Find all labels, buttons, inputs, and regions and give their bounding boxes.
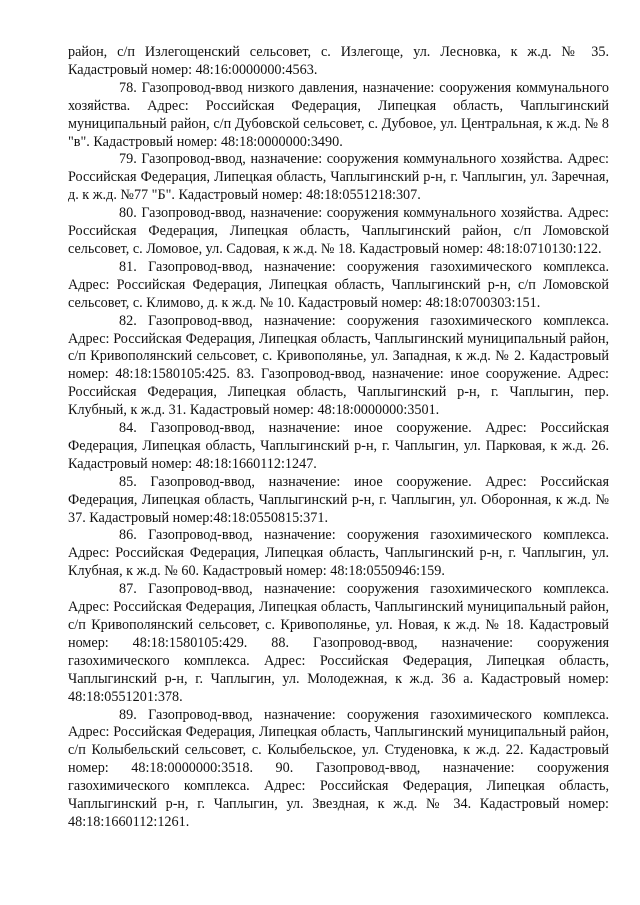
paragraph-item-84: 84. Газопровод-ввод, назначение: иное сооружение. Адрес: Российская Федерация, Липецкая область, Чаплыгинский р-н, г. Чаплыгин, ул. Парковая, к ж.д. 26. Кадастровый номер: 48:18:1660112:1247. [68, 420, 609, 472]
paragraph-continuation-77: район, с/п Излегощенский сельсовет, с. Излегоще, ул. Лесновка, к ж.д. № 35. Кадастровый номер: 48:16:0000000:4563. [68, 44, 609, 78]
paragraph-item-87-88: 87. Газопровод-ввод, назначение: сооружения газохимического комплекса. Адрес: Российская Федерация, Липецкая область, Чаплыгинский муниципальный район, с/п Кривополянский сельсовет, с. Кривополянье, ул. Новая, к ж.д. № 18. Кадастровый номер: 48:18:1580105:429. 88. Газопровод-ввод, назначение: сооружения газохимического комплекса. Адрес: Российская Федерация, Липецкая область, Чаплыгинский р-н, г. Чаплыгин, ул. Молодежная, к ж.д. 36 а. Кадастровый номер: 48:18:0551201:378. [68, 581, 609, 705]
paragraph-item-85: 85. Газопровод-ввод, назначение: иное сооружение. Адрес: Российская Федерация, Липецкая область, Чаплыгинский р-н, г. Чаплыгин, ул. Оборонная, к ж.д. № 37. Кадастровый номер:48:18:0550815:371. [68, 473, 609, 526]
paragraph-item-81: 81. Газопровод-ввод, назначение: сооружения газохимического комплекса. Адрес: Российская Федерация, Липецкая область, Чаплыгинский р-н, с/п Ломовской сельсовет, с. Климово, д. к ж.д. № 10. Кадастровый номер: 48:18:0700303:151. [68, 258, 609, 311]
paragraph-item-79: 79. Газопровод-ввод, назначение: сооружения коммунального хозяйства. Адрес: Российская Федерация, Липецкая область, Чаплыгинский р-н, г. Чаплыгин, ул. Заречная, д. к ж.д. №77 "Б". Кадастровый номер: 48:18:0551218:307. [68, 151, 609, 204]
paragraph-item-86: 86. Газопровод-ввод, назначение: сооружения газохимического комплекса. Адрес: Российская Федерация, Липецкая область, Чаплыгинский р-н, г. Чаплыгин, ул. Клубная, к ж.д. № 60. Кадастровый номер: 48:18:0550946:159. [68, 527, 609, 580]
document-page [68, 44, 609, 832]
paragraph-item-89-90: 89. Газопровод-ввод, назначение: сооружения газохимического комплекса. Адрес: Российская Федерация, Липецкая область, Чаплыгинский муниципальный район, с/п Колыбельский сельсовет, с. Колыбельское, ул. Студеновка, к ж.д. 22. Кадастровый номер: 48:18:0000000:3518. 90. Газопровод-ввод, назначение: сооружения газохимического комплекса. Адрес: Российская Федерация, Липецкая область, Чаплыгинский р-н, г. Чаплыгин, ул. Звездная, к ж.д. № 34. Кадастровый номер: 48:18:1660112:1261. [68, 706, 609, 830]
paragraph-item-82-83: 82. Газопровод-ввод, назначение: сооружения газохимического комплекса. Адрес: Российская Федерация, Липецкая область, Чаплыгинский муниципальный район, с/п Кривополянский сельсовет, с. Кривополянье, ул. Западная, к ж.д. № 2. Кадастровый номер: 48:18:1580105:425. 83. Газопровод-ввод, назначение: иное сооружение. Адрес: Российская Федерация, Липецкая область, Чаплыгинский р-н, г. Чаплыгин, пер. Клубный, к ж.д. 31. Кадастровый номер: 48:18:0000000:3501. [68, 312, 609, 419]
paragraph-item-80: 80. Газопровод-ввод, назначение: сооружения коммунального хозяйства. Адрес: Российская Федерация, Липецкая область, Чаплыгинский район, с/п Ломовской сельсовет, с. Ломовое, ул. Садовая, к ж.д. № 18. Кадастровый номер: 48:18:0710130:122. [68, 205, 609, 257]
paragraph-item-78: 78. Газопровод-ввод низкого давления, назначение: сооружения коммунального хозяйства. Адрес: Российская Федерация, Липецкая область, Чаплыгинский муниципальный район, с/п Дубовской сельсовет, с. Дубовое, ул. Центральная, к ж.д. № 8 "в". Кадастровый номер: 48:18:0000000:3490. [68, 79, 609, 150]
